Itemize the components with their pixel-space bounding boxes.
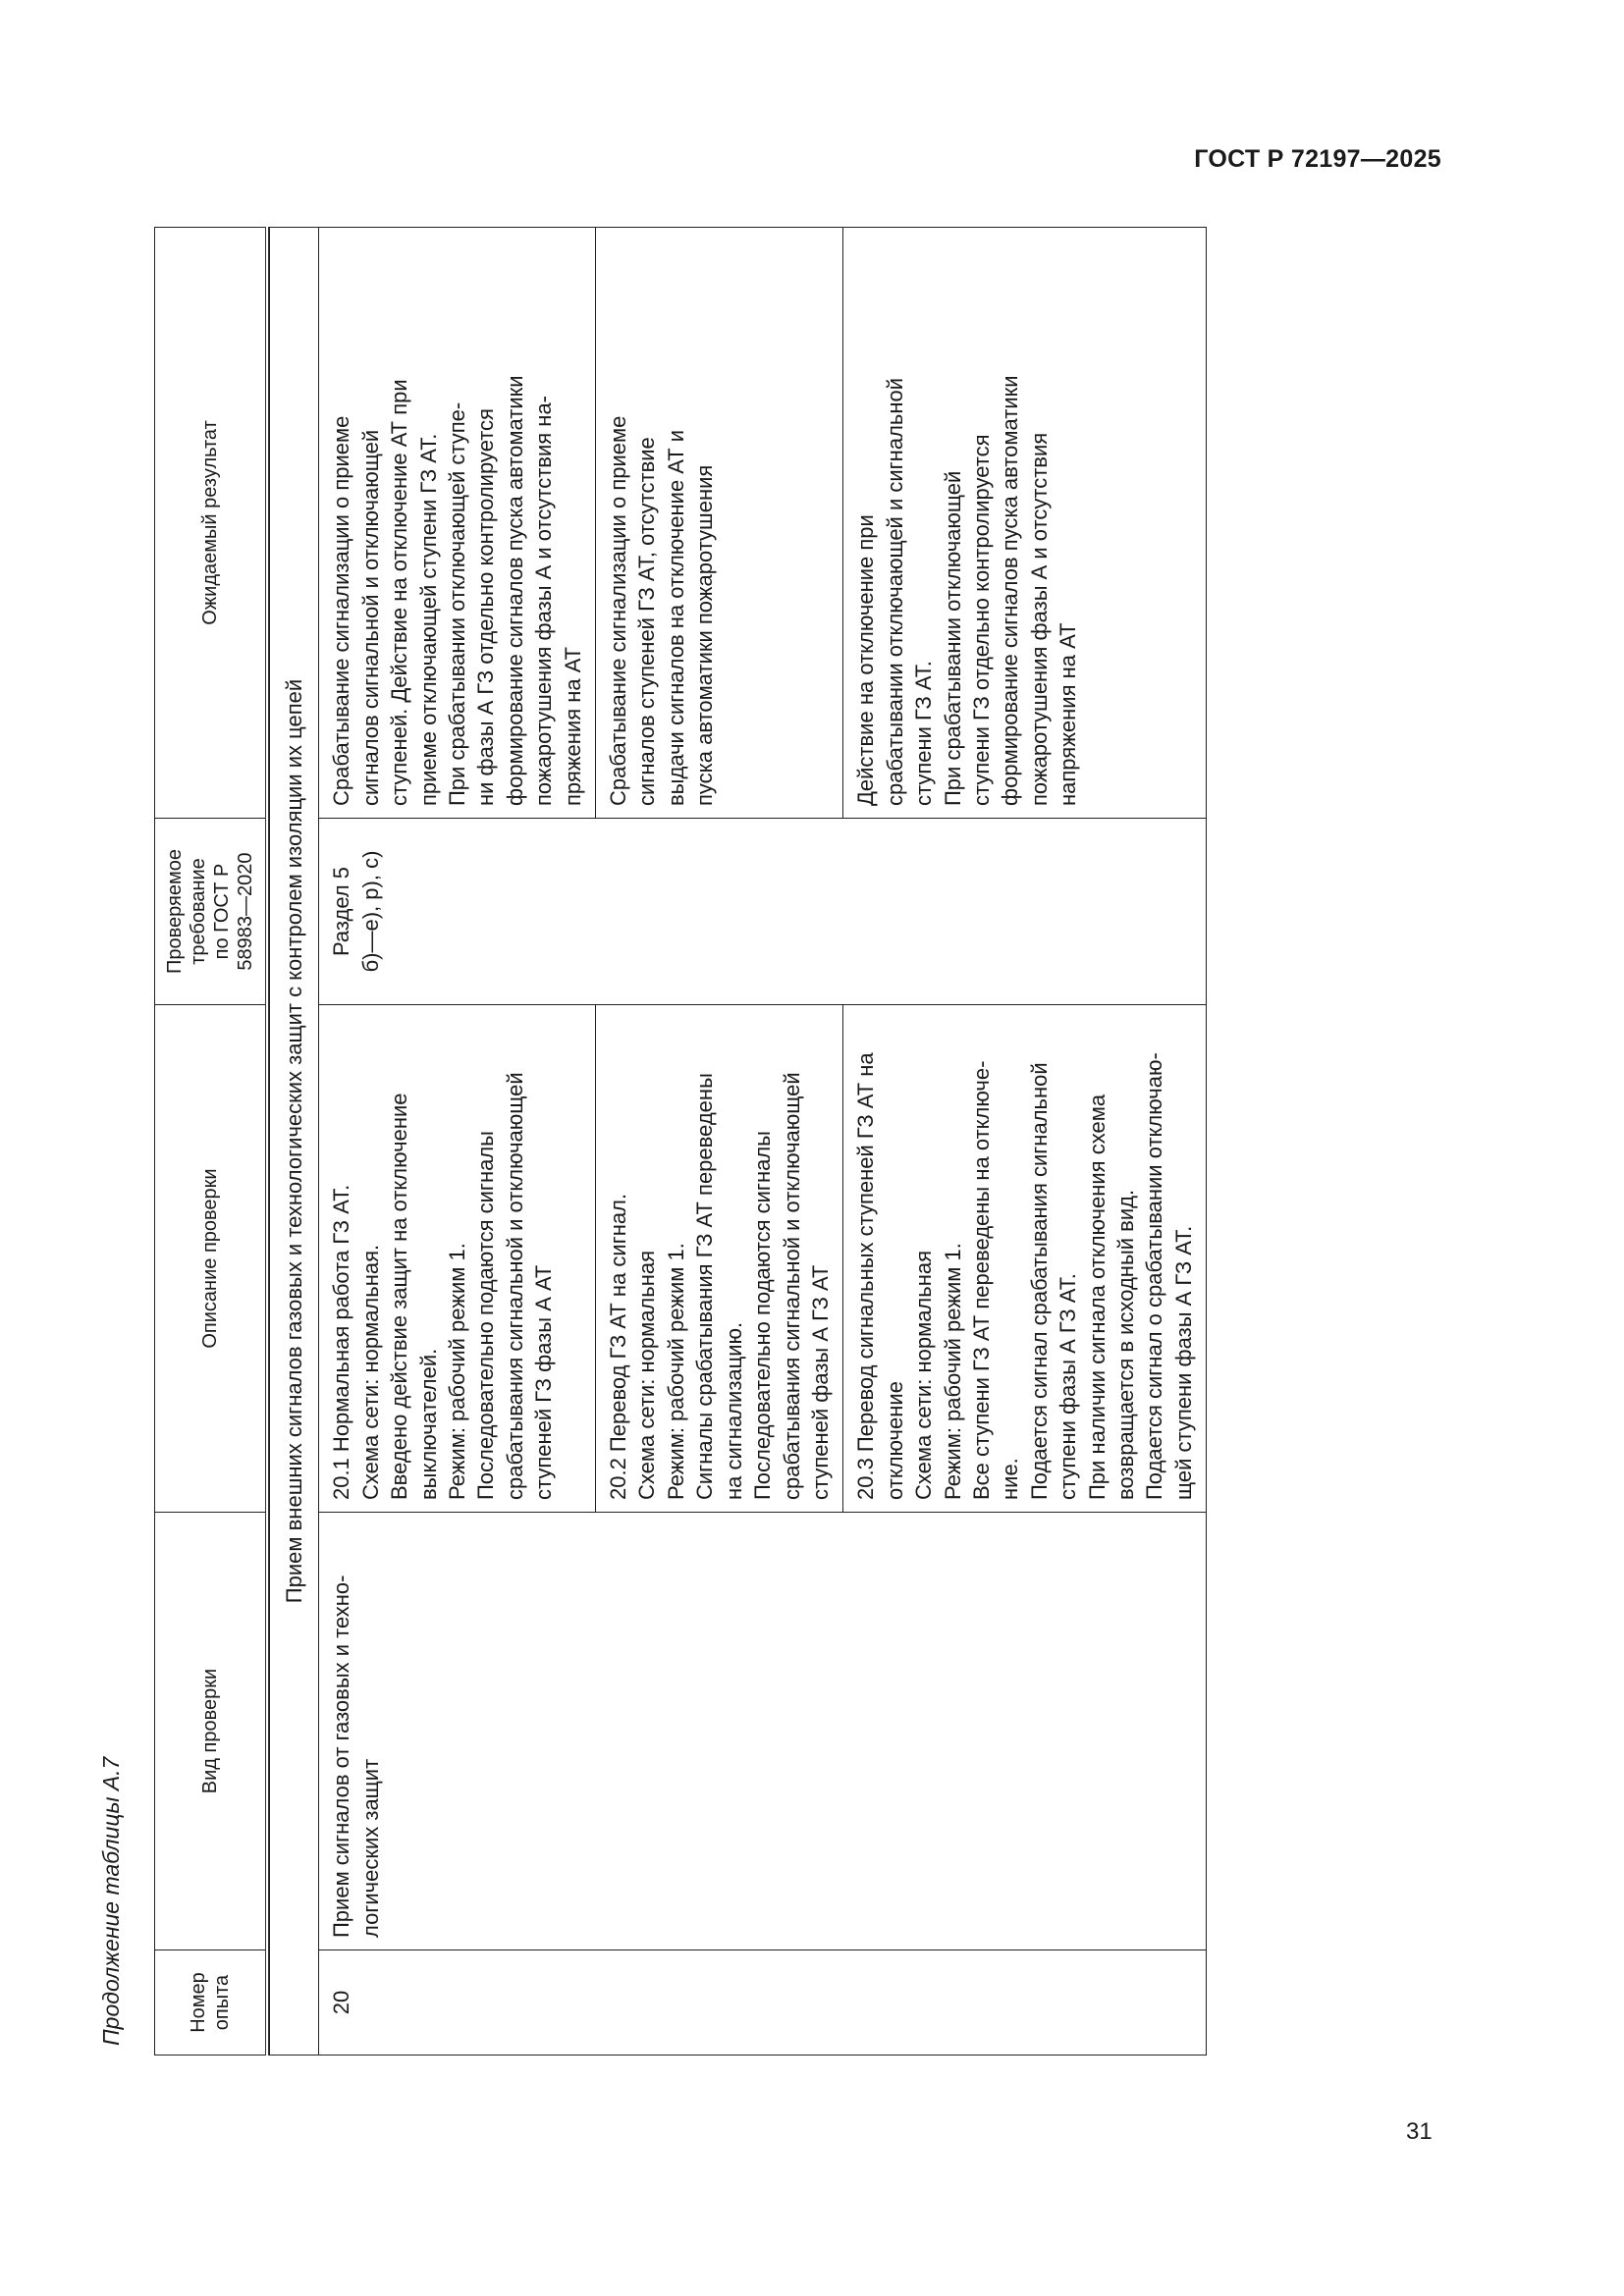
text-line: При срабатывании отключающей <box>940 470 965 806</box>
row-result <box>596 228 843 819</box>
text-line: срабатывания сигнальной и отключающей <box>502 1072 527 1500</box>
text-line: по ГОСТ Р <box>211 863 233 960</box>
text-line: Срабатывание сигнализации о приеме <box>606 415 631 806</box>
text-line: пожаротушения фазы А и отсутствия <box>1026 432 1052 806</box>
text-line: ступени фазы А ГЗ АТ. <box>1056 1273 1081 1500</box>
text-line: Подается сигнал срабатывания сигнальной <box>1026 1062 1052 1500</box>
text-line: Сигналы срабатывания ГЗ АТ переведены <box>692 1073 718 1500</box>
text-line: Последовательно подаются сигналы <box>750 1131 776 1500</box>
text-line: ступеней фазы А ГЗ АТ <box>807 1264 833 1500</box>
text-line: формирование сигналов пуска автоматики <box>502 375 527 806</box>
header-result <box>155 228 268 819</box>
cell-text <box>163 827 257 996</box>
text-line: приеме отключающей ступени ГЗ АТ. <box>415 433 441 806</box>
row-requirement <box>319 819 1207 1005</box>
text-line: требование <box>188 858 209 965</box>
row-result <box>319 228 596 819</box>
text-line: сигналов ступеней ГЗ АТ, отсутствие <box>634 437 660 806</box>
text-line: 20.1 Нормальная работа ГЗ АТ. <box>329 1184 354 1500</box>
cell-text <box>198 236 222 810</box>
text-line: При срабатывании отключающей ступе- <box>445 401 470 806</box>
row-description <box>843 1005 1207 1513</box>
cell-text <box>327 240 587 806</box>
text-line: Раздел 5 <box>329 866 354 957</box>
text-line: выключателей. <box>415 1348 441 1500</box>
text-line: Прием сигналов от газовых и техно- <box>329 1575 354 1938</box>
text-line: Схема сети: нормальная. <box>357 1244 383 1500</box>
text-line: пряжения на АТ <box>560 646 585 806</box>
header-description <box>155 1005 268 1513</box>
section-title: Прием внешних сигналов газовых и технологических защит с контролем изоляции их цепей <box>270 228 319 2056</box>
text-line: срабатывания сигнальной и отключающей <box>779 1072 804 1500</box>
page-number: 31 <box>1406 2118 1433 2145</box>
text-line: напряжения на АТ <box>1056 622 1081 806</box>
text-line: пожаротушения фазы А и отсутствия на- <box>531 396 557 806</box>
text-line: Введено действие защит на отключение <box>387 1093 412 1500</box>
text-line: щей ступени фазы А ГЗ АТ. <box>1170 1225 1196 1500</box>
text-line: ние. <box>998 1458 1023 1500</box>
row-result <box>843 228 1207 819</box>
rotated-table-block <box>98 228 1239 2056</box>
text-line: ступени ГЗ АТ. <box>911 661 937 806</box>
row-description <box>596 1005 843 1513</box>
text-line: 20.2 Перевод ГЗ АТ на сигнал. <box>606 1193 631 1500</box>
text-line: Режим: рабочий режим 1. <box>940 1243 965 1500</box>
cell-text <box>198 1013 222 1504</box>
cell-text <box>198 1521 222 1942</box>
text-line: 58983—2020 <box>235 852 256 971</box>
text-line: ни фазы А ГЗ отдельно контролируется <box>473 408 499 806</box>
document-header: ГОСТ Р 72197—2025 <box>1194 145 1441 173</box>
row-description <box>319 1005 596 1513</box>
text-line: ступеней. Действие на отключение АТ при <box>387 379 412 806</box>
cell-text <box>851 240 1082 806</box>
row-check-type <box>319 1513 1207 1950</box>
text-line: Проверяемое <box>164 849 186 974</box>
cell-text <box>604 240 720 806</box>
text-line: Срабатывание сигнализации о приеме <box>329 415 354 806</box>
header-check-type <box>155 1513 268 1950</box>
row-number: 20 <box>319 1950 1207 2056</box>
table-header-row <box>155 228 268 2056</box>
cell-text <box>851 1017 1198 1500</box>
text-line: на сигнализацию. <box>721 1321 746 1500</box>
text-line: ступени ГЗ отдельно контролируется <box>968 434 994 806</box>
text-line: Последовательно подаются сигналы <box>473 1131 499 1500</box>
text-line: формирование сигналов пуска автоматики <box>998 375 1023 806</box>
text-line: Схема сети: нормальная <box>911 1250 937 1500</box>
table-caption: Продолжение таблицы А.7 <box>98 1756 124 2046</box>
text-line: пуска автоматики пожаротушения <box>692 464 718 806</box>
text-line: Номер <box>188 1972 209 2033</box>
text-line: срабатывании отключающей и сигнальной <box>882 377 907 806</box>
text-line: Режим: рабочий режим 1. <box>663 1243 688 1500</box>
text-line: При наличии сигнала отключения схема <box>1084 1094 1110 1500</box>
text-line: возвращается в исходный вид. <box>1112 1189 1138 1500</box>
cell-text <box>604 1017 835 1500</box>
text-line: отключение <box>882 1381 907 1500</box>
text-line: б)—е), р), с) <box>357 850 383 973</box>
text-line: выдачи сигналов на отключение АТ и <box>663 429 688 806</box>
text-line: Все ступени ГЗ АТ переведены на отключе- <box>968 1060 994 1500</box>
test-table <box>154 227 1207 2056</box>
text-line: Ожидаемый результат <box>199 420 221 625</box>
section-row <box>270 228 319 2056</box>
text-line: логических защит <box>357 1758 383 1938</box>
text-line: Схема сети: нормальная <box>634 1250 660 1500</box>
cell-text <box>187 1958 234 2047</box>
text-line: сигналов сигнальной и отключающей <box>357 429 383 806</box>
text-line: Действие на отключение при <box>853 514 879 806</box>
text-line: Описание проверки <box>199 1168 221 1349</box>
text-line: Вид проверки <box>199 1668 221 1794</box>
cell-text <box>327 1524 385 1938</box>
text-line: Режим: рабочий режим 1. <box>445 1243 470 1500</box>
text-line: ступеней ГЗ фазы А АТ <box>531 1264 557 1500</box>
cell-text <box>327 1017 558 1500</box>
text-line: Подается сигнал о срабатывании отключаю- <box>1142 1052 1167 1500</box>
table-row <box>319 228 596 2056</box>
text-line: 20.3 Перевод сигнальных ступеней ГЗ АТ на <box>853 1052 879 1500</box>
text-line: опыта <box>211 1974 233 2031</box>
header-requirement <box>155 819 268 1005</box>
header-number <box>155 1950 268 2056</box>
cell-text <box>327 830 385 992</box>
